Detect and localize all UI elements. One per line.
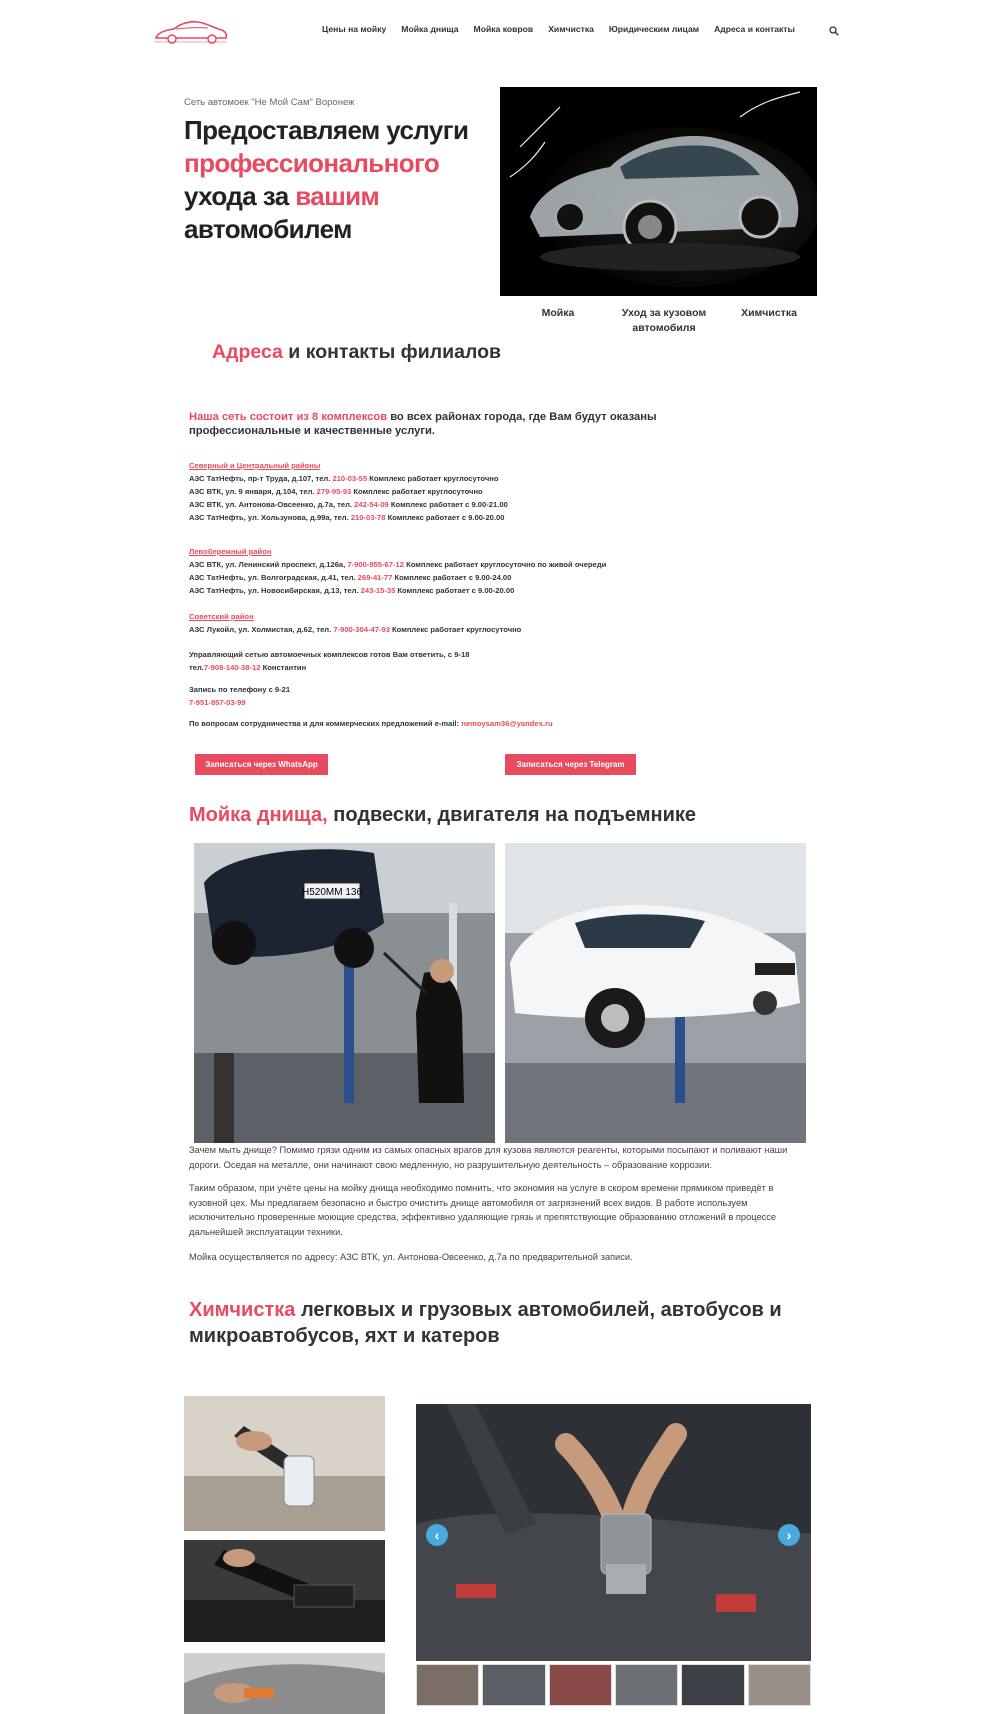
phone-link[interactable]: 210-03-55 <box>332 474 368 483</box>
underbody-paragraph-2: Таким образом, при учёте цены на мойку днища необходимо помнить, что экономия на услуге в скором времени прямиком приведёт в кузовной цех. Мы предлагаем безопасно и быстро очистить днище автомобиля от загрязнений всех видов. В работе используем исключительно проверенные моющие средства, эффективно удаляющие грязь и препятствующие образованию отложений в процессе дальнейшей эксплуатации техники. <box>189 1183 777 1237</box>
license-plate: Н520ММ 136 <box>301 887 363 898</box>
region-sovetsky[interactable]: Советский район <box>189 612 254 621</box>
slider-prev-arrow-icon[interactable]: ‹ <box>426 1524 448 1546</box>
address-line: АЗС ТатНефть, ул. Хользунова, д.99а, тел. 210-03-78 Комплекс работает с 9.00-20.00 <box>189 513 505 522</box>
slider-thumbnail[interactable] <box>549 1664 612 1706</box>
slider-thumbnail[interactable] <box>681 1664 744 1706</box>
booking-phone-line <box>189 698 246 707</box>
hero-caption-wash[interactable]: Мойка <box>541 307 575 319</box>
booking-phone-link[interactable]: 7-951-857-03-99 <box>189 698 246 707</box>
nav-prices[interactable]: Цены на мойку <box>322 24 387 34</box>
region-left-bank[interactable]: Левобережный район <box>189 547 272 556</box>
slider-next-arrow-icon[interactable]: › <box>778 1524 800 1546</box>
phone-link[interactable]: 7-900-955-67-12 <box>347 560 404 569</box>
underbody-photo-white-car <box>505 843 806 1143</box>
underbody-paragraph-3: Мойка осуществляется по адресу: АЗС ВТК, ул. Антонова-Овсеенко, д.7а по предварительной записи. <box>189 1252 633 1262</box>
slider-thumbnail[interactable] <box>748 1664 811 1706</box>
slider-thumbnail[interactable] <box>615 1664 678 1706</box>
coop-line: По вопросам сотрудничества и для коммерческих предложений e-mail: nemoysam36@yandex.ru <box>189 719 553 728</box>
address-line: АЗС ВТК, ул. 9 января, д.104, тел. 279-95-93 Комплекс работает круглосуточно <box>189 487 483 496</box>
address-line: АЗС Лукойл, ул. Холмистая, д.62, тел. 7-900-304-47-93 Комплекс работает круглосуточно <box>189 625 522 634</box>
dry-cleaning-photo-1[interactable] <box>184 1396 385 1531</box>
nav-contacts[interactable]: Адреса и контакты <box>714 24 795 34</box>
nav-dry-cleaning[interactable]: Химчистка <box>548 24 594 34</box>
hero-title: Предоставляем услуги профессионального ухода за вашим автомобилем <box>184 115 469 244</box>
search-icon[interactable] <box>829 26 839 36</box>
phone-link[interactable]: 269-41-77 <box>357 573 393 582</box>
phone-link[interactable]: 243-15-35 <box>360 586 396 595</box>
addresses-title: Адреса и контакты филиалов <box>212 341 501 363</box>
underbody-title: Мойка днища, подвески, двигателя на подъемнике <box>189 804 697 826</box>
hero-caption-body-care[interactable]: Уход за кузовом автомобиля <box>621 307 707 334</box>
nav-legal[interactable]: Юридическим лицам <box>608 24 700 34</box>
manager-phone-link[interactable]: 7-908-140-38-12 <box>203 663 261 672</box>
dry-cleaning-photo-2[interactable] <box>184 1540 385 1642</box>
dry-cleaning-slider-main-image <box>416 1404 811 1661</box>
manager-phone-line: тел.7-908-140-38-12 Константин <box>189 663 307 672</box>
addresses-intro: Наша сеть состоит из 8 комплексов во всех районах города, где Вам будут оказаны профессиональные и качественные услуги. <box>189 411 657 437</box>
slider-thumbnail[interactable] <box>482 1664 545 1706</box>
address-line: АЗС ВТК, ул. Антонова-Овсеенко, д.7а, тел. 242-54-09 Комплекс работает с 9.00-21.00 <box>189 500 508 509</box>
manager-text: Управляющий сетью автомоечных комплексов готов Вам ответить, с 9-18 <box>189 650 470 659</box>
hero-caption-dry-cleaning[interactable]: Химчистка <box>741 307 797 319</box>
region-north-central[interactable]: Северный и Центральный районы <box>189 461 321 470</box>
slider-thumbnail[interactable] <box>416 1664 479 1706</box>
nav-underbody[interactable]: Мойка днища <box>401 24 459 34</box>
nav-carpets[interactable]: Мойка ковров <box>473 24 534 34</box>
address-line: АЗС ТатНефть, ул. Новосибирская, д.13, тел. 243-15-35 Комплекс работает с 9.00-20.00 <box>189 586 515 595</box>
email-link[interactable]: nemoysam36@yandex.ru <box>461 719 553 728</box>
logo[interactable] <box>152 16 228 46</box>
telegram-signup-button[interactable]: Записаться через Telegram <box>505 754 636 775</box>
phone-link[interactable]: 7-900-304-47-93 <box>333 625 390 634</box>
dry-cleaning-photo-3[interactable] <box>184 1653 385 1714</box>
phone-link[interactable]: 242-54-09 <box>354 500 389 509</box>
address-line: АЗС ВТК, ул. Ленинский проспект, д.126а, 7-900-955-67-12 Комплекс работает круглосуточно по живой очереди <box>189 560 607 569</box>
address-line: АЗС ТатНефть, ул. Волгоградская, д.41, тел. 269-41-77 Комплекс работает с 9.00-24.00 <box>189 573 512 582</box>
phone-link[interactable]: 210-03-78 <box>350 513 386 522</box>
phone-link[interactable]: 279-95-93 <box>316 487 352 496</box>
main-nav <box>322 24 795 34</box>
hero-subtitle: Сеть автомоек "Не Мой Сам" Воронеж <box>184 97 355 108</box>
hero-image <box>500 87 817 296</box>
booking-label: Запись по телефону с 9-21 <box>189 685 291 694</box>
slider-thumbnails <box>416 1664 811 1706</box>
underbody-photo-lift-wash <box>194 843 495 1143</box>
address-line: АЗС ТатНефть, пр-т Труда, д.107, тел. 210-03-55 Комплекс работает круглосуточно <box>189 474 499 483</box>
whatsapp-signup-button[interactable]: Записаться через WhatsApp <box>195 754 328 775</box>
underbody-paragraph-1: Зачем мыть днище? Помимо грязи одним из самых опасных врагов для кузова являются реагенты, которыми посыпают и поливают наши дороги. Оседая на металле, они начинают свою медленную, но разрушительную деятельность – образование коррозии. <box>189 1145 788 1170</box>
dry-cleaning-title: Химчистка легковых и грузовых автомобилей, автобусов и микроавтобусов, яхт и катеров <box>189 1299 782 1347</box>
